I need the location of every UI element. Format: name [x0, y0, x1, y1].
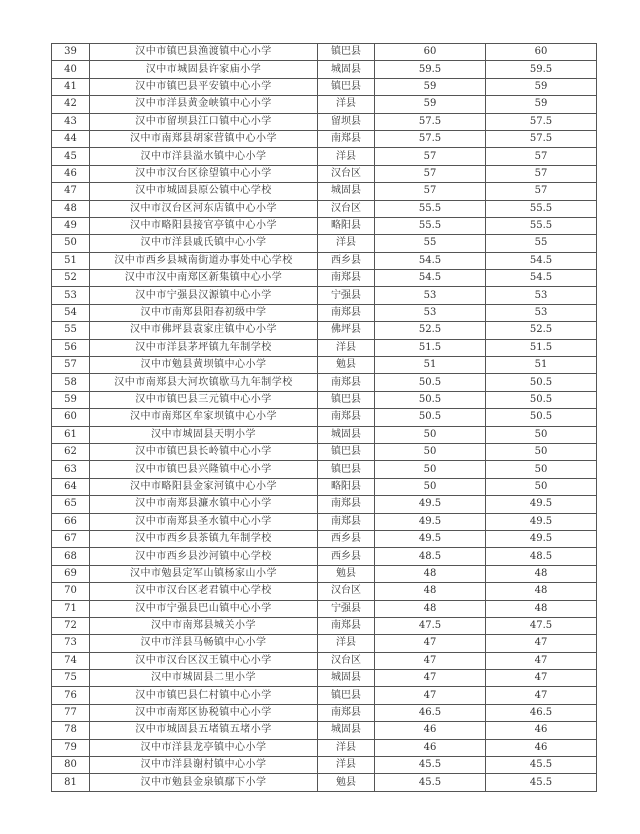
- row-number-cell: 51: [52, 252, 90, 269]
- county-cell: 西乡县: [318, 530, 375, 547]
- row-number-cell: 67: [52, 530, 90, 547]
- row-number-cell: 53: [52, 287, 90, 304]
- score-cell: 53: [375, 304, 486, 321]
- final-score-cell: 46: [486, 739, 597, 756]
- score-cell: 45.5: [375, 757, 486, 774]
- final-score-cell: 57.5: [486, 113, 597, 130]
- county-cell: 南郑县: [318, 270, 375, 287]
- final-score-cell: 50: [486, 443, 597, 460]
- final-score-cell: 53: [486, 287, 597, 304]
- table-row: [52, 600, 597, 617]
- final-score-cell: 59.5: [486, 61, 597, 78]
- row-number-cell: 54: [52, 304, 90, 321]
- table-row: [52, 739, 597, 756]
- county-cell: 勉县: [318, 357, 375, 374]
- table-row: [52, 96, 597, 113]
- county-cell: 勉县: [318, 565, 375, 582]
- score-cell: 51: [375, 357, 486, 374]
- final-score-cell: 51: [486, 357, 597, 374]
- school-name-cell: 汉中市城固县许家庙小学: [90, 61, 318, 78]
- final-score-cell: 48: [486, 565, 597, 582]
- county-cell: 佛坪县: [318, 322, 375, 339]
- county-cell: 西乡县: [318, 252, 375, 269]
- row-number-cell: 70: [52, 583, 90, 600]
- county-cell: 留坝县: [318, 113, 375, 130]
- county-cell: 宁强县: [318, 287, 375, 304]
- score-cell: 50: [375, 443, 486, 460]
- score-cell: 48.5: [375, 548, 486, 565]
- score-cell: 49.5: [375, 513, 486, 530]
- row-number-cell: 40: [52, 61, 90, 78]
- school-name-cell: 汉中市城固县原公镇中心学校: [90, 183, 318, 200]
- score-cell: 46.5: [375, 704, 486, 721]
- final-score-cell: 47: [486, 670, 597, 687]
- table-row: [52, 165, 597, 182]
- school-name-cell: 汉中市宁强县汉源镇中心小学: [90, 287, 318, 304]
- score-cell: 47: [375, 670, 486, 687]
- table-row: [52, 583, 597, 600]
- final-score-cell: 55.5: [486, 217, 597, 234]
- county-cell: 镇巴县: [318, 461, 375, 478]
- final-score-cell: 49.5: [486, 530, 597, 547]
- county-cell: 镇巴县: [318, 44, 375, 61]
- score-cell: 46: [375, 722, 486, 739]
- score-cell: 48: [375, 600, 486, 617]
- school-name-cell: 汉中市西乡县沙河镇中心学校: [90, 548, 318, 565]
- row-number-cell: 42: [52, 96, 90, 113]
- row-number-cell: 77: [52, 704, 90, 721]
- final-score-cell: 49.5: [486, 513, 597, 530]
- school-name-cell: 汉中市镇巴县仁村镇中心小学: [90, 687, 318, 704]
- ranking-table-body: [52, 44, 597, 792]
- score-cell: 50.5: [375, 391, 486, 408]
- table-row: [52, 443, 597, 460]
- score-cell: 50: [375, 478, 486, 495]
- county-cell: 城固县: [318, 183, 375, 200]
- county-cell: 汉台区: [318, 200, 375, 217]
- table-row: [52, 78, 597, 95]
- row-number-cell: 48: [52, 200, 90, 217]
- row-number-cell: 49: [52, 217, 90, 234]
- row-number-cell: 72: [52, 617, 90, 634]
- school-name-cell: 汉中市宁强县巴山镇中心小学: [90, 600, 318, 617]
- county-cell: 洋县: [318, 235, 375, 252]
- row-number-cell: 66: [52, 513, 90, 530]
- school-name-cell: 汉中市留坝县江口镇中心小学: [90, 113, 318, 130]
- table-row: [52, 235, 597, 252]
- table-row: [52, 322, 597, 339]
- final-score-cell: 55.5: [486, 200, 597, 217]
- final-score-cell: 50: [486, 426, 597, 443]
- score-cell: 45.5: [375, 774, 486, 791]
- county-cell: 洋县: [318, 739, 375, 756]
- school-name-cell: 汉中市镇巴县渔渡镇中心小学: [90, 44, 318, 61]
- county-cell: 南郑县: [318, 374, 375, 391]
- table-row: [52, 339, 597, 356]
- score-cell: 59: [375, 78, 486, 95]
- school-name-cell: 汉中市洋县龙亭镇中心小学: [90, 739, 318, 756]
- county-cell: 勉县: [318, 774, 375, 791]
- table-row: [52, 617, 597, 634]
- score-cell: 54.5: [375, 252, 486, 269]
- school-name-cell: 汉中市南郑县圣水镇中心小学: [90, 513, 318, 530]
- row-number-cell: 44: [52, 130, 90, 147]
- final-score-cell: 53: [486, 304, 597, 321]
- final-score-cell: 54.5: [486, 270, 597, 287]
- row-number-cell: 55: [52, 322, 90, 339]
- final-score-cell: 57: [486, 165, 597, 182]
- school-name-cell: 汉中市城固县五堵镇五堵小学: [90, 722, 318, 739]
- county-cell: 南郑县: [318, 617, 375, 634]
- table-row: [52, 496, 597, 513]
- county-cell: 汉台区: [318, 583, 375, 600]
- school-name-cell: 汉中市南郑县城关小学: [90, 617, 318, 634]
- school-name-cell: 汉中市镇巴县兴隆镇中心小学: [90, 461, 318, 478]
- school-name-cell: 汉中市勉县定军山镇杨家山小学: [90, 565, 318, 582]
- final-score-cell: 50.5: [486, 391, 597, 408]
- score-cell: 54.5: [375, 270, 486, 287]
- county-cell: 洋县: [318, 757, 375, 774]
- table-row: [52, 183, 597, 200]
- county-cell: 镇巴县: [318, 443, 375, 460]
- score-cell: 55: [375, 235, 486, 252]
- score-cell: 48: [375, 583, 486, 600]
- final-score-cell: 59: [486, 78, 597, 95]
- school-name-cell: 汉中市镇巴县长岭镇中心小学: [90, 443, 318, 460]
- row-number-cell: 39: [52, 44, 90, 61]
- row-number-cell: 59: [52, 391, 90, 408]
- row-number-cell: 57: [52, 357, 90, 374]
- county-cell: 南郑县: [318, 496, 375, 513]
- school-name-cell: 汉中市汉台区老君镇中心学校: [90, 583, 318, 600]
- county-cell: 宁强县: [318, 600, 375, 617]
- county-cell: 汉台区: [318, 165, 375, 182]
- school-name-cell: 汉中市洋县茅坪镇九年制学校: [90, 339, 318, 356]
- table-row: [52, 513, 597, 530]
- final-score-cell: 47: [486, 652, 597, 669]
- table-row: [52, 722, 597, 739]
- final-score-cell: 52.5: [486, 322, 597, 339]
- county-cell: 南郑县: [318, 409, 375, 426]
- final-score-cell: 48: [486, 583, 597, 600]
- school-name-cell: 汉中市洋县马畅镇中心小学: [90, 635, 318, 652]
- county-cell: 略阳县: [318, 478, 375, 495]
- score-cell: 51.5: [375, 339, 486, 356]
- school-name-cell: 汉中市城固县天明小学: [90, 426, 318, 443]
- score-cell: 49.5: [375, 496, 486, 513]
- county-cell: 城固县: [318, 61, 375, 78]
- final-score-cell: 47: [486, 635, 597, 652]
- county-cell: 洋县: [318, 96, 375, 113]
- table-row: [52, 113, 597, 130]
- row-number-cell: 52: [52, 270, 90, 287]
- school-name-cell: 汉中市汉中南郑区新集镇中心小学: [90, 270, 318, 287]
- table-row: [52, 44, 597, 61]
- row-number-cell: 61: [52, 426, 90, 443]
- row-number-cell: 63: [52, 461, 90, 478]
- score-cell: 57: [375, 183, 486, 200]
- table-row: [52, 148, 597, 165]
- table-row: [52, 304, 597, 321]
- row-number-cell: 41: [52, 78, 90, 95]
- school-name-cell: 汉中市略阳县金家河镇中心小学: [90, 478, 318, 495]
- table-row: [52, 357, 597, 374]
- school-name-cell: 汉中市佛坪县袁家庄镇中心小学: [90, 322, 318, 339]
- table-row: [52, 461, 597, 478]
- table-row: [52, 217, 597, 234]
- row-number-cell: 73: [52, 635, 90, 652]
- ranking-table: [51, 43, 597, 792]
- school-name-cell: 汉中市洋县谢村镇中心小学: [90, 757, 318, 774]
- final-score-cell: 45.5: [486, 757, 597, 774]
- table-row: [52, 670, 597, 687]
- table-row: [52, 652, 597, 669]
- county-cell: 南郑县: [318, 704, 375, 721]
- table-row: [52, 530, 597, 547]
- row-number-cell: 75: [52, 670, 90, 687]
- county-cell: 城固县: [318, 722, 375, 739]
- row-number-cell: 76: [52, 687, 90, 704]
- score-cell: 55.5: [375, 200, 486, 217]
- row-number-cell: 56: [52, 339, 90, 356]
- table-row: [52, 270, 597, 287]
- row-number-cell: 65: [52, 496, 90, 513]
- score-cell: 57.5: [375, 130, 486, 147]
- final-score-cell: 57.5: [486, 130, 597, 147]
- school-name-cell: 汉中市洋县戚氏镇中心小学: [90, 235, 318, 252]
- row-number-cell: 68: [52, 548, 90, 565]
- school-name-cell: 汉中市南郑县胡家营镇中心小学: [90, 130, 318, 147]
- score-cell: 50: [375, 461, 486, 478]
- table-row: [52, 409, 597, 426]
- final-score-cell: 45.5: [486, 774, 597, 791]
- school-name-cell: 汉中市西乡县茶镇九年制学校: [90, 530, 318, 547]
- row-number-cell: 69: [52, 565, 90, 582]
- row-number-cell: 47: [52, 183, 90, 200]
- score-cell: 59.5: [375, 61, 486, 78]
- final-score-cell: 57: [486, 183, 597, 200]
- school-name-cell: 汉中市南郑区牟家坝镇中心小学: [90, 409, 318, 426]
- school-name-cell: 汉中市汉台区汉王镇中心小学: [90, 652, 318, 669]
- table-row: [52, 548, 597, 565]
- row-number-cell: 50: [52, 235, 90, 252]
- score-cell: 47: [375, 652, 486, 669]
- row-number-cell: 74: [52, 652, 90, 669]
- school-name-cell: 汉中市洋县黄金峡镇中心小学: [90, 96, 318, 113]
- school-name-cell: 汉中市南郑县濂水镇中心小学: [90, 496, 318, 513]
- score-cell: 57: [375, 165, 486, 182]
- school-name-cell: 汉中市南郑县阳春初级中学: [90, 304, 318, 321]
- score-cell: 47: [375, 635, 486, 652]
- table-row: [52, 391, 597, 408]
- score-cell: 52.5: [375, 322, 486, 339]
- table-row: [52, 774, 597, 791]
- county-cell: 略阳县: [318, 217, 375, 234]
- score-cell: 50.5: [375, 409, 486, 426]
- final-score-cell: 47.5: [486, 617, 597, 634]
- score-cell: 57: [375, 148, 486, 165]
- school-name-cell: 汉中市勉县金泉镇鄢下小学: [90, 774, 318, 791]
- county-cell: 镇巴县: [318, 391, 375, 408]
- final-score-cell: 47: [486, 687, 597, 704]
- final-score-cell: 60: [486, 44, 597, 61]
- school-name-cell: 汉中市略阳县接官亭镇中心小学: [90, 217, 318, 234]
- score-cell: 60: [375, 44, 486, 61]
- table-row: [52, 426, 597, 443]
- score-cell: 55.5: [375, 217, 486, 234]
- score-cell: 57.5: [375, 113, 486, 130]
- school-name-cell: 汉中市南郑县大河坎镇歇马九年制学校: [90, 374, 318, 391]
- school-name-cell: 汉中市南郑区协税镇中心小学: [90, 704, 318, 721]
- table-row: [52, 687, 597, 704]
- table-row: [52, 565, 597, 582]
- row-number-cell: 71: [52, 600, 90, 617]
- table-row: [52, 757, 597, 774]
- table-row: [52, 252, 597, 269]
- school-name-cell: 汉中市汉台区徐望镇中心小学: [90, 165, 318, 182]
- score-cell: 48: [375, 565, 486, 582]
- school-name-cell: 汉中市勉县黄坝镇中心小学: [90, 357, 318, 374]
- table-row: [52, 200, 597, 217]
- table-row: [52, 130, 597, 147]
- final-score-cell: 48.5: [486, 548, 597, 565]
- county-cell: 汉台区: [318, 652, 375, 669]
- score-cell: 50: [375, 426, 486, 443]
- score-cell: 53: [375, 287, 486, 304]
- row-number-cell: 78: [52, 722, 90, 739]
- score-cell: 47.5: [375, 617, 486, 634]
- school-name-cell: 汉中市西乡县城南街道办事处中心学校: [90, 252, 318, 269]
- county-cell: 南郑县: [318, 130, 375, 147]
- score-cell: 46: [375, 739, 486, 756]
- row-number-cell: 45: [52, 148, 90, 165]
- row-number-cell: 81: [52, 774, 90, 791]
- final-score-cell: 46: [486, 722, 597, 739]
- table-row: [52, 704, 597, 721]
- score-cell: 59: [375, 96, 486, 113]
- county-cell: 镇巴县: [318, 687, 375, 704]
- school-name-cell: 汉中市洋县溢水镇中心小学: [90, 148, 318, 165]
- final-score-cell: 50.5: [486, 409, 597, 426]
- final-score-cell: 48: [486, 600, 597, 617]
- school-name-cell: 汉中市城固县二里小学: [90, 670, 318, 687]
- table-row: [52, 635, 597, 652]
- final-score-cell: 51.5: [486, 339, 597, 356]
- table-row: [52, 287, 597, 304]
- final-score-cell: 50.5: [486, 374, 597, 391]
- final-score-cell: 57: [486, 148, 597, 165]
- row-number-cell: 43: [52, 113, 90, 130]
- school-name-cell: 汉中市汉台区河东店镇中心小学: [90, 200, 318, 217]
- county-cell: 洋县: [318, 148, 375, 165]
- county-cell: 西乡县: [318, 548, 375, 565]
- row-number-cell: 60: [52, 409, 90, 426]
- score-cell: 49.5: [375, 530, 486, 547]
- final-score-cell: 54.5: [486, 252, 597, 269]
- final-score-cell: 46.5: [486, 704, 597, 721]
- county-cell: 城固县: [318, 426, 375, 443]
- row-number-cell: 58: [52, 374, 90, 391]
- final-score-cell: 50: [486, 461, 597, 478]
- row-number-cell: 62: [52, 443, 90, 460]
- final-score-cell: 50: [486, 478, 597, 495]
- school-name-cell: 汉中市镇巴县三元镇中心小学: [90, 391, 318, 408]
- table-row: [52, 374, 597, 391]
- table-row: [52, 61, 597, 78]
- school-name-cell: 汉中市镇巴县平安镇中心小学: [90, 78, 318, 95]
- county-cell: 南郑县: [318, 513, 375, 530]
- final-score-cell: 49.5: [486, 496, 597, 513]
- final-score-cell: 59: [486, 96, 597, 113]
- score-cell: 50.5: [375, 374, 486, 391]
- final-score-cell: 55: [486, 235, 597, 252]
- county-cell: 南郑县: [318, 304, 375, 321]
- county-cell: 镇巴县: [318, 78, 375, 95]
- row-number-cell: 46: [52, 165, 90, 182]
- row-number-cell: 64: [52, 478, 90, 495]
- row-number-cell: 80: [52, 757, 90, 774]
- county-cell: 洋县: [318, 339, 375, 356]
- row-number-cell: 79: [52, 739, 90, 756]
- county-cell: 洋县: [318, 635, 375, 652]
- score-cell: 47: [375, 687, 486, 704]
- county-cell: 城固县: [318, 670, 375, 687]
- table-row: [52, 478, 597, 495]
